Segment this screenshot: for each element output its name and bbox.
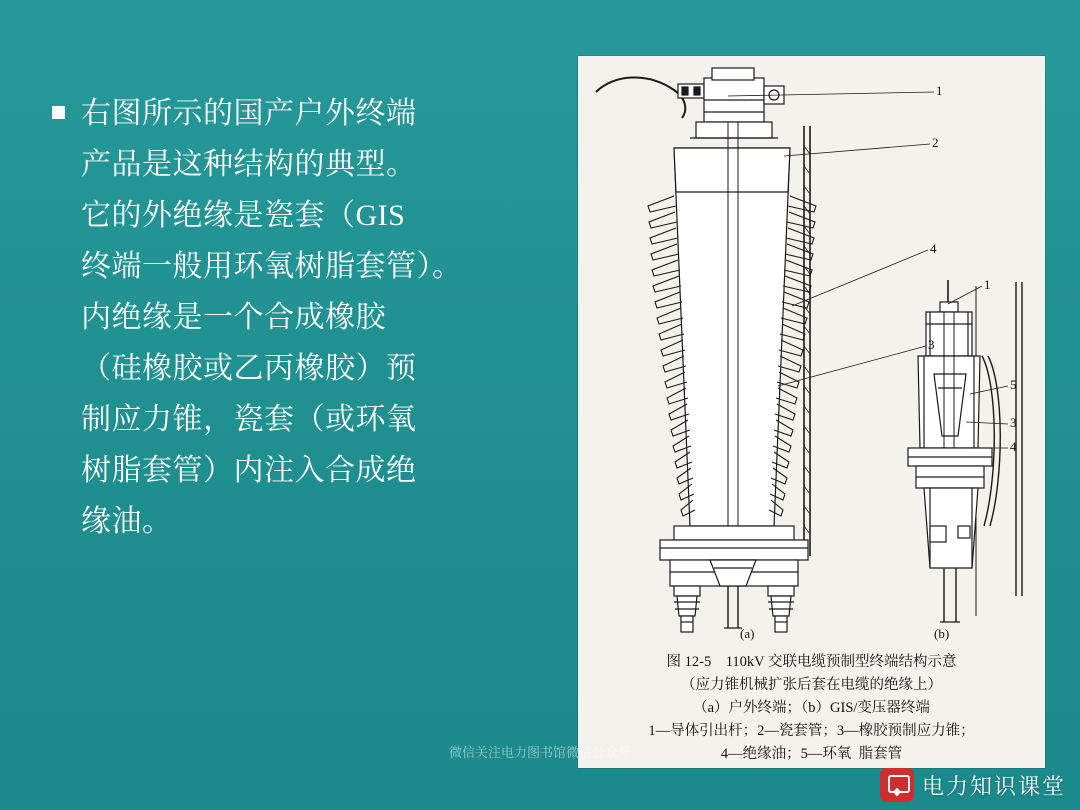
caption-line: 4—绝缘油；5—环氧 脂套管 — [720, 746, 903, 762]
sublabel-b: (b) — [934, 626, 950, 641]
cable-termination-diagram — [578, 56, 1045, 646]
bullet-line: 缘油。 — [81, 505, 173, 538]
bullet-line: 它的外绝缘是瓷套（GIS — [81, 199, 406, 232]
caption-line: （应力锥机械扩张后套在电缆的绝缘上） — [681, 677, 942, 693]
square-bullet-icon — [52, 106, 65, 119]
caption-line: 1—导体引出杆；2—瓷套管；3—橡胶预制应力锥； — [648, 723, 975, 739]
figure-caption — [578, 651, 1045, 766]
leader-number: 5 — [1010, 377, 1017, 392]
bullet-line: 内绝缘是一个合成橡胶 — [81, 301, 386, 334]
center-watermark: 微信关注电力图书馆微信公众号 — [448, 745, 632, 760]
bullet-row — [52, 88, 552, 547]
leader-number: 4 — [930, 241, 937, 256]
figure-panel — [578, 56, 1045, 768]
bullet-paragraph — [81, 88, 463, 547]
caption-line: （a）户外终端；（b）GIS/变压器终端 — [693, 700, 930, 716]
bullet-line: 终端一般用环氧树脂套管）。 — [81, 250, 463, 283]
leader-number: 1 — [984, 277, 991, 292]
leader-number: 3 — [928, 337, 935, 352]
leader-number: 2 — [932, 135, 939, 150]
bullet-line: 产品是这种结构的典型。 — [81, 148, 417, 181]
brand-label: 电力知识课堂 — [921, 773, 1066, 799]
bullet-line: 右图所示的国产户外终端 — [81, 97, 417, 130]
leader-number: 1 — [936, 83, 943, 98]
wechat-badge-icon — [880, 768, 914, 802]
leader-number: 4 — [1010, 439, 1017, 454]
bullet-text-block — [52, 88, 552, 547]
sublabel-a: (a) — [740, 626, 755, 641]
leader-number: 3 — [1010, 415, 1017, 430]
bullet-line: （硅橡胶或乙丙橡胶）预 — [81, 352, 417, 385]
bullet-line: 制应力锥，瓷套（或环氧 — [81, 403, 417, 436]
bullet-line: 树脂套管）内注入合成绝 — [81, 454, 417, 487]
caption-line: 图 12-5 110kV 交联电缆预制型终端结构示意 — [666, 654, 957, 670]
brand-watermark — [880, 768, 1066, 802]
